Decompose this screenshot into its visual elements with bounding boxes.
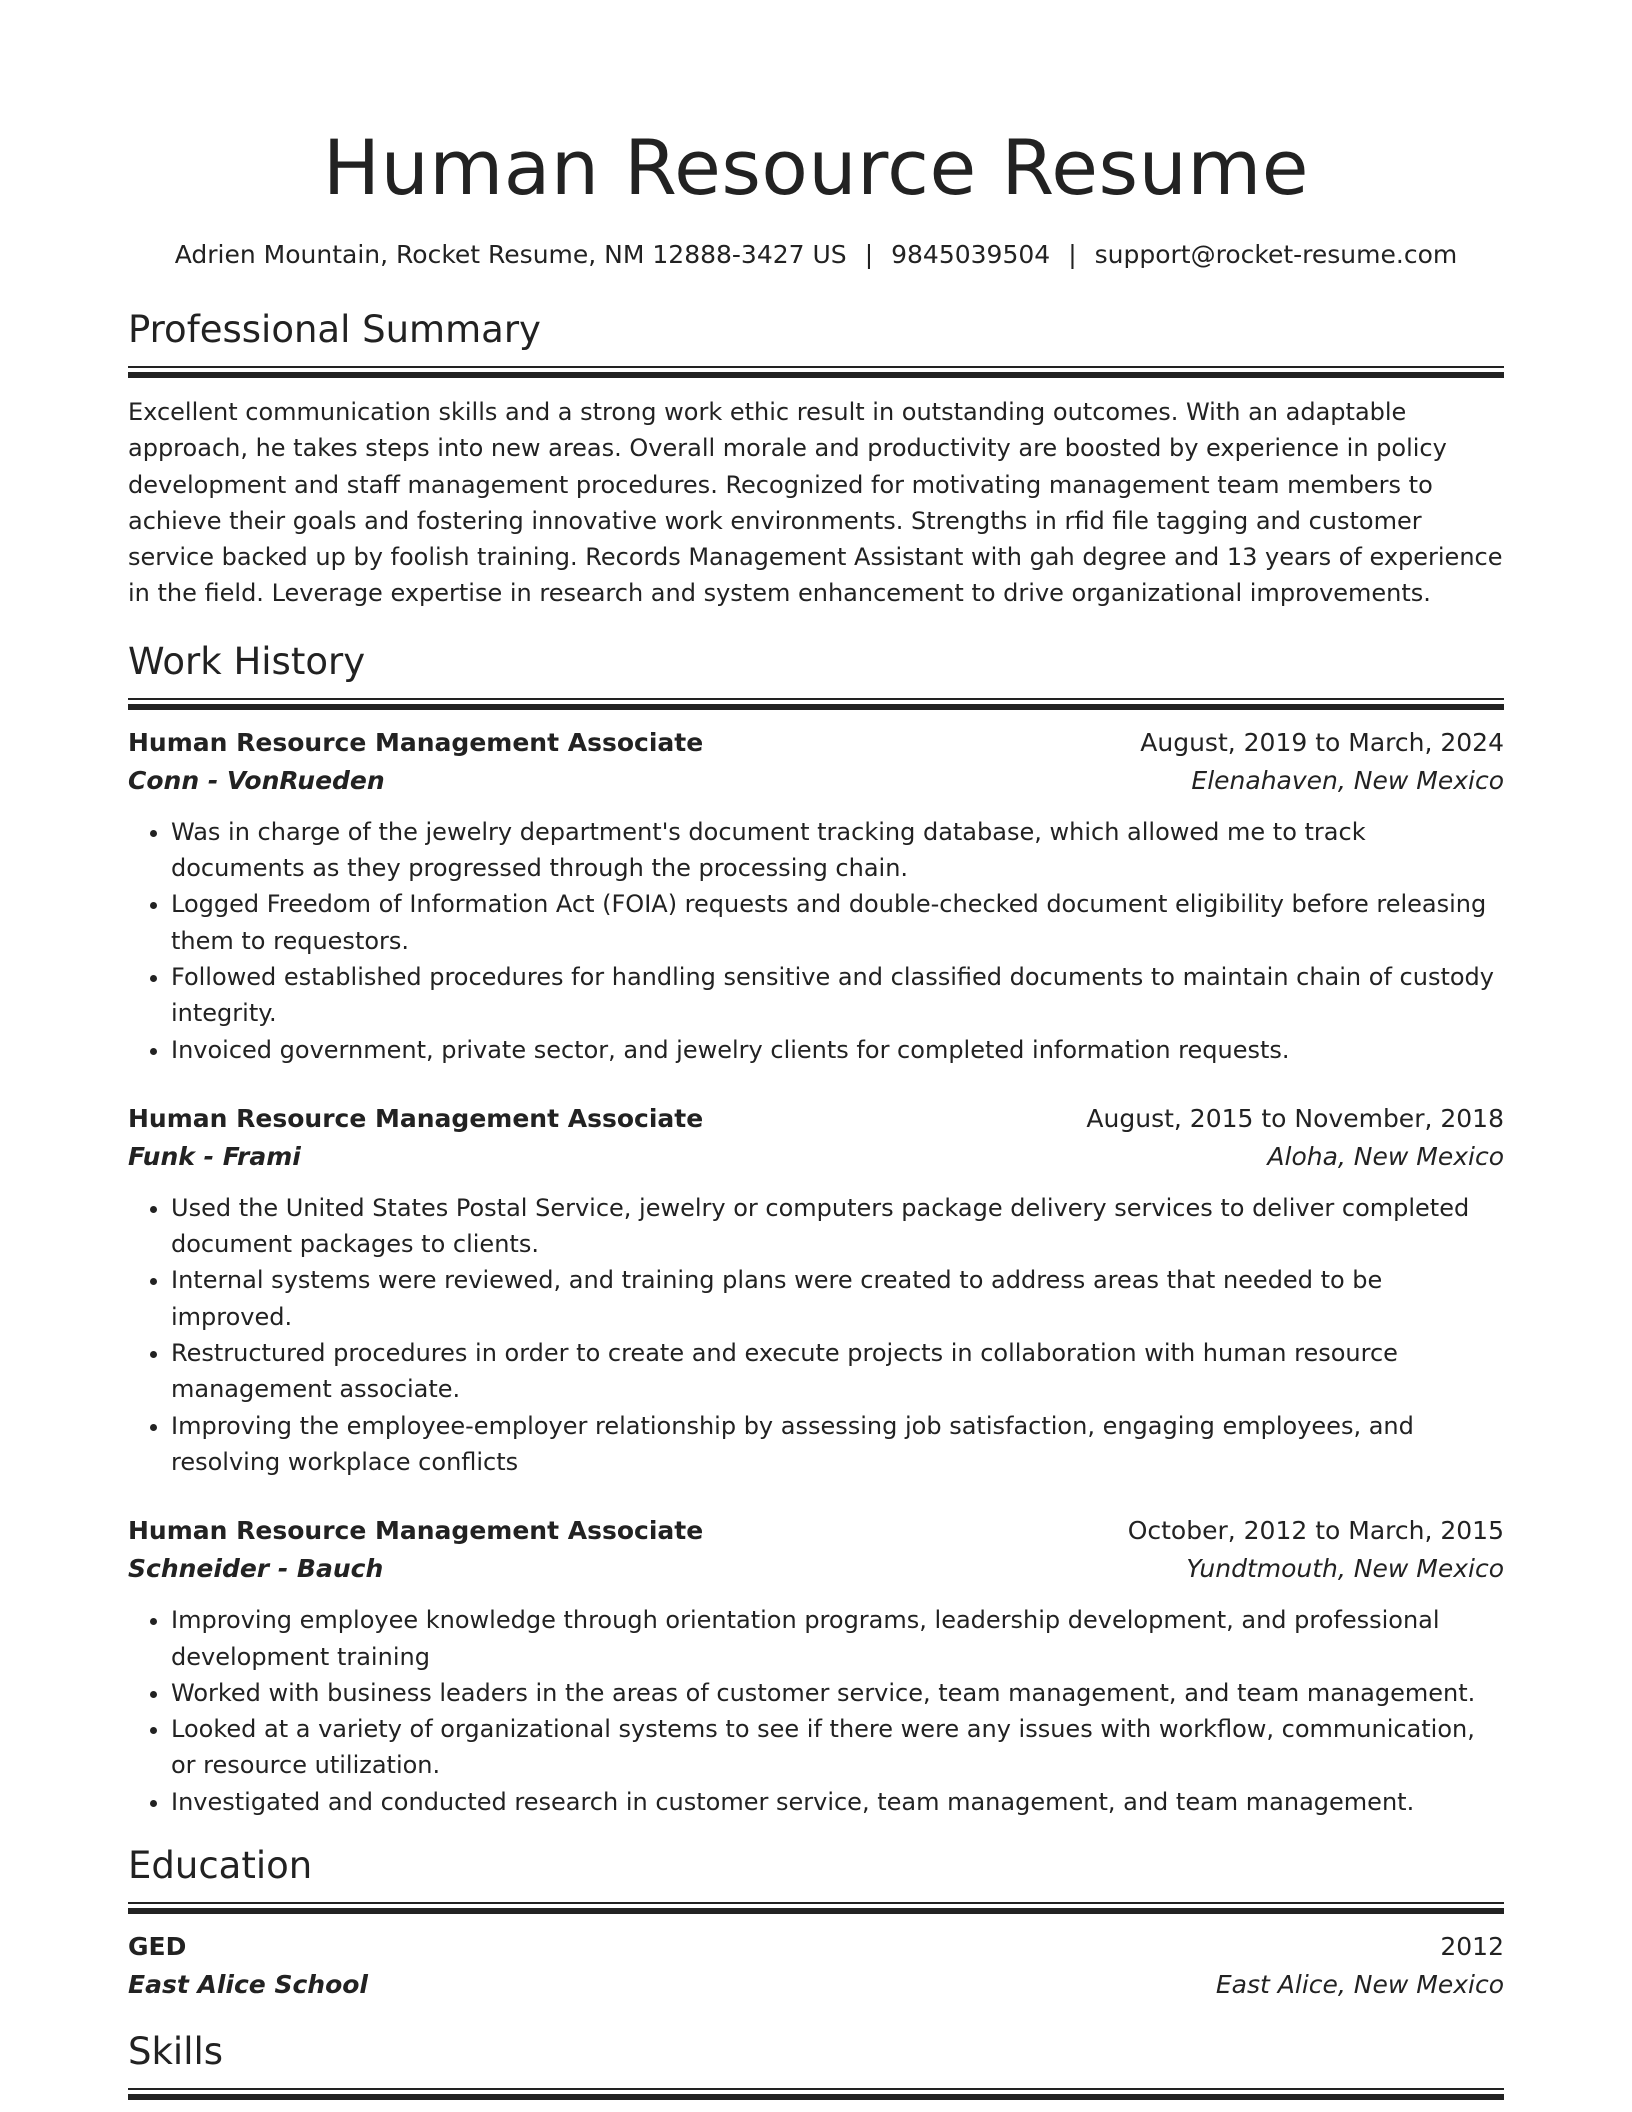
job-bullet: • Internal systems were reviewed, and training plans were created to address areas that needed to be improved. [171,1262,1504,1335]
resume-title: Human Resource Resume [322,123,1310,212]
job-bullets [128,814,1504,1068]
education-school-row [128,1966,1504,2004]
job-entry [128,724,1504,1068]
summary-section [128,306,1504,612]
job-bullet: • Logged Freedom of Information Act (FOIA) requests and double-checked document eligibility before releasing them to requestors. [171,886,1504,959]
job-bullet: • Followed established procedures for handling sensitive and classified documents to maintain chain of custody integrity. [171,959,1504,1032]
job-header-row [128,1512,1504,1550]
job-company-row [128,762,1504,800]
job-company: Conn - VonRueden [128,765,385,795]
job-title: Human Resource Management Associate [128,1103,704,1133]
job-bullet: • Worked with business leaders in the areas of customer service, team management, and team management. [171,1675,1504,1711]
contact-address: Adrien Mountain, Rocket Resume, NM 12888-3427 US [174,240,847,269]
section-divider-thick [128,2094,1504,2100]
contact-phone: 9845039504 [891,240,1051,269]
section-divider-thick [128,704,1504,710]
job-bullet: • Used the United States Postal Service, jewelry or computers package delivery services to deliver completed document packages to clients. [171,1190,1504,1263]
section-divider-thick [128,372,1504,378]
work-history-section [128,638,1504,1820]
job-bullet: • Restructured procedures in order to create and execute projects in collaboration with human resource management associate. [171,1335,1504,1408]
summary-heading: Professional Summary [128,308,541,351]
contact-email: support@rocket-resume.com [1094,240,1458,269]
work-history-heading: Work History [128,639,366,683]
section-divider-thin [128,2088,1504,2090]
contact-line [128,238,1504,272]
job-dates: August, 2019 to March, 2024 [1140,727,1504,757]
job-bullet: • Invoiced government, private sector, and jewelry clients for completed information requests. [171,1032,1504,1068]
job-title: Human Resource Management Associate [128,1516,704,1546]
education-degree: GED [128,1932,187,1962]
job-bullets [128,1190,1504,1480]
job-header-row [128,724,1504,762]
job-dates: August, 2015 to November, 2018 [1086,1103,1504,1133]
job-location: Yundtmouth, New Mexico [1186,1554,1504,1584]
job-bullets [128,1602,1504,1820]
job-company-row [128,1550,1504,1588]
skills-heading: Skills [128,2030,224,2074]
education-heading: Education [128,1844,313,1888]
section-divider-thin [128,366,1504,368]
education-location: East Alice, New Mexico [1215,1970,1504,2000]
job-entry [128,1512,1504,1820]
education-header-row [128,1928,1504,1966]
education-year: 2012 [1440,1932,1504,1962]
job-company: Schneider - Bauch [128,1554,384,1584]
education-entry [128,1928,1504,2004]
job-company: Funk - Frami [128,1141,301,1171]
job-bullet: • Looked at a variety of organizational systems to see if there were any issues with workflow, communication, or resource utilization. [171,1711,1504,1784]
job-dates: October, 2012 to March, 2015 [1127,1516,1504,1546]
job-company-row [128,1138,1504,1176]
job-bullet: • Improving employee knowledge through orientation programs, leadership development, and professional development training [171,1602,1504,1675]
contact-separator: | [1068,240,1077,269]
section-divider-thick [128,1908,1504,1914]
section-divider-thin [128,698,1504,700]
section-divider-thin [128,1902,1504,1904]
job-bullet: • Was in charge of the jewelry department's document tracking database, which allowed me to track documents as they progressed through the processing chain. [171,814,1504,887]
job-location: Aloha, New Mexico [1267,1141,1504,1171]
job-bullet: • Investigated and conducted research in customer service, team management, and team management. [171,1784,1504,1820]
job-entry [128,1100,1504,1480]
skills-section [128,2028,1504,2100]
job-bullet: • Improving the employee-employer relationship by assessing job satisfaction, engaging employees, and resolving workplace conflicts [171,1408,1504,1481]
education-section [128,1842,1504,2004]
contact-separator: | [864,240,874,269]
job-location: Elenahaven, New Mexico [1191,765,1504,795]
job-header-row [128,1100,1504,1138]
job-title: Human Resource Management Associate [128,727,704,757]
summary-text: Excellent communication skills and a strong work ethic result in outstanding outcomes. With an adaptable approach, he takes steps into new areas. Overall morale and productivity are boosted by experience in policy development and staff management procedures. Recognized for motivating management team members to achieve their goals and fostering innovative work environments. Strengths in rfid file tagging and customer service backed up by foolish training. Records Management Assistant with gah degree and 13 years of experience in the field. Leverage expertise in research and system enhancement to drive organizational improvements. [128,398,1503,608]
education-school: East Alice School [128,1970,368,2000]
